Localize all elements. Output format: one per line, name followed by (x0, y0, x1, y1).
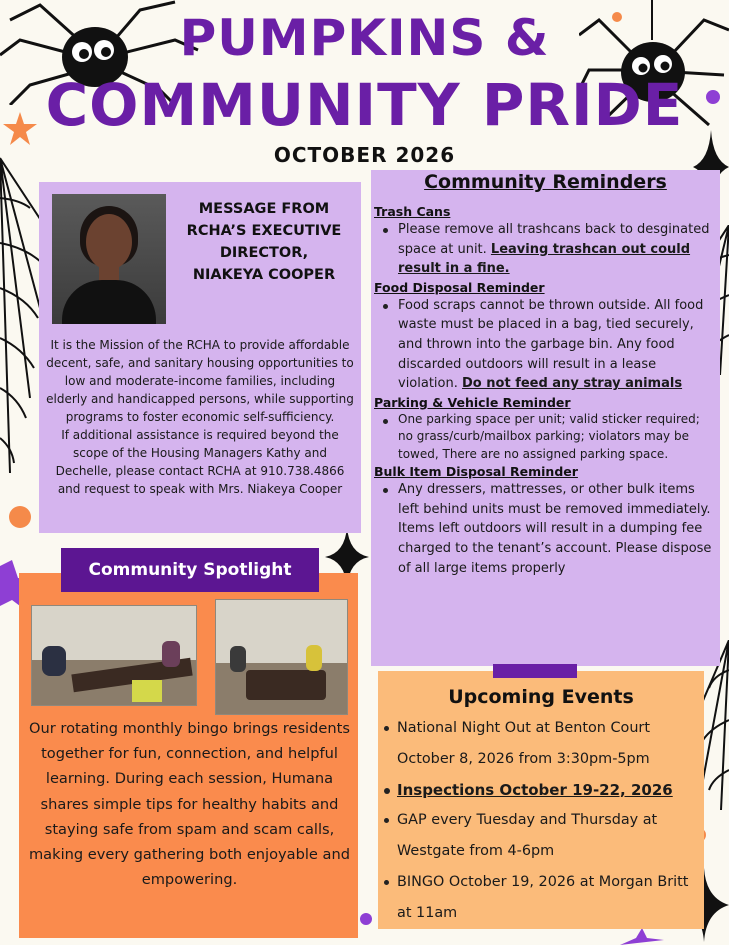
spotlight-photo-2 (215, 599, 348, 715)
director-message-body (45, 336, 355, 498)
community-reminders-panel (371, 170, 720, 666)
director-message-panel (39, 182, 361, 533)
page-title-line-1: PUMPKINS & (179, 9, 550, 67)
reminders-title: Community Reminders (424, 171, 667, 193)
event-item: GAP every Tuesday and Thursday at Westgate from 4-6pm (382, 805, 702, 867)
spotlight-description: Our rotating monthly bingo brings residents together for fun, connection, and helpful learning. During each session, Humana shares simple tips for healthy habits and staying safe from spam and scam calls, making every gathering both enjoyable and empowering. (28, 720, 351, 889)
dot-icon (360, 913, 372, 925)
reminder-trash-cans (374, 203, 717, 279)
reminder-heading: Food Disposal Reminder (374, 279, 545, 295)
director-heading: MESSAGE FROM RCHA’S EXECUTIVE DIRECTOR, NIAKEYA COOPER (186, 201, 342, 283)
contact-info: If additional assistance is required beyond the scope of the Housing Managers Kathy and Dechelle, please contact RCHA at 910.738.4866 and request to speak with Mrs. Niakeya Cooper (55, 428, 345, 496)
reminder-heading: Trash Cans (374, 204, 451, 219)
reminder-item: Please remove all trashcans back to desginated space at unit. Leaving trashcan out could result in a fine. (374, 220, 717, 279)
reminder-heading: Bulk Item Disposal Reminder (374, 464, 578, 480)
event-item: National Night Out at Benton Court October 8, 2026 from 3:30pm-5pm (382, 713, 702, 775)
dot-icon (9, 506, 31, 528)
events-tab-decoration (493, 664, 577, 678)
reminder-item: One parking space per unit; valid sticker required; no grass/curb/mailbox parking; violators may be towed, There are no assigned parking space. (374, 411, 717, 464)
spotlight-photo-1 (31, 605, 197, 706)
newsletter-month: OCTOBER 2026 (273, 143, 456, 167)
event-item: BINGO October 19, 2026 at Morgan Britt at 11am (382, 867, 702, 929)
page-title-line-2: COMMUNITY PRIDE (45, 71, 684, 139)
reminder-item: Any dressers, mattresses, or other bulk items left behind units must be removed immediately. Items left outdoors will result in a dumping fee charged to the tenant’s account. Please dispose of all large items properly (374, 480, 717, 578)
mission-statement: It is the Mission of the RCHA to provide affordable decent, safe, and sanitary housing opportunities to low and moderate-income families, including elderly and handicapped persons, while supporting programs to foster economic self-sufficiency. (46, 338, 354, 424)
reminder-item: Food scraps cannot be thrown outside. All food waste must be placed in a bag, tied securely, and thrown into the garbage bin. Any food discarded outdoors will result in a lease violation. Do not feed any stray animals (374, 296, 717, 394)
reminder-heading: Parking & Vehicle Reminder (374, 394, 571, 410)
events-title: Upcoming Events (448, 686, 634, 708)
star-icon (620, 928, 664, 945)
upcoming-events-panel (378, 671, 704, 929)
reminder-parking (374, 394, 717, 464)
reminder-bulk-item (374, 463, 717, 578)
event-item: Inspections October 19-22, 2026 (382, 775, 702, 806)
director-photo (52, 194, 166, 324)
spotlight-title: Community Spotlight (61, 548, 319, 592)
reminder-food-disposal (374, 279, 717, 394)
